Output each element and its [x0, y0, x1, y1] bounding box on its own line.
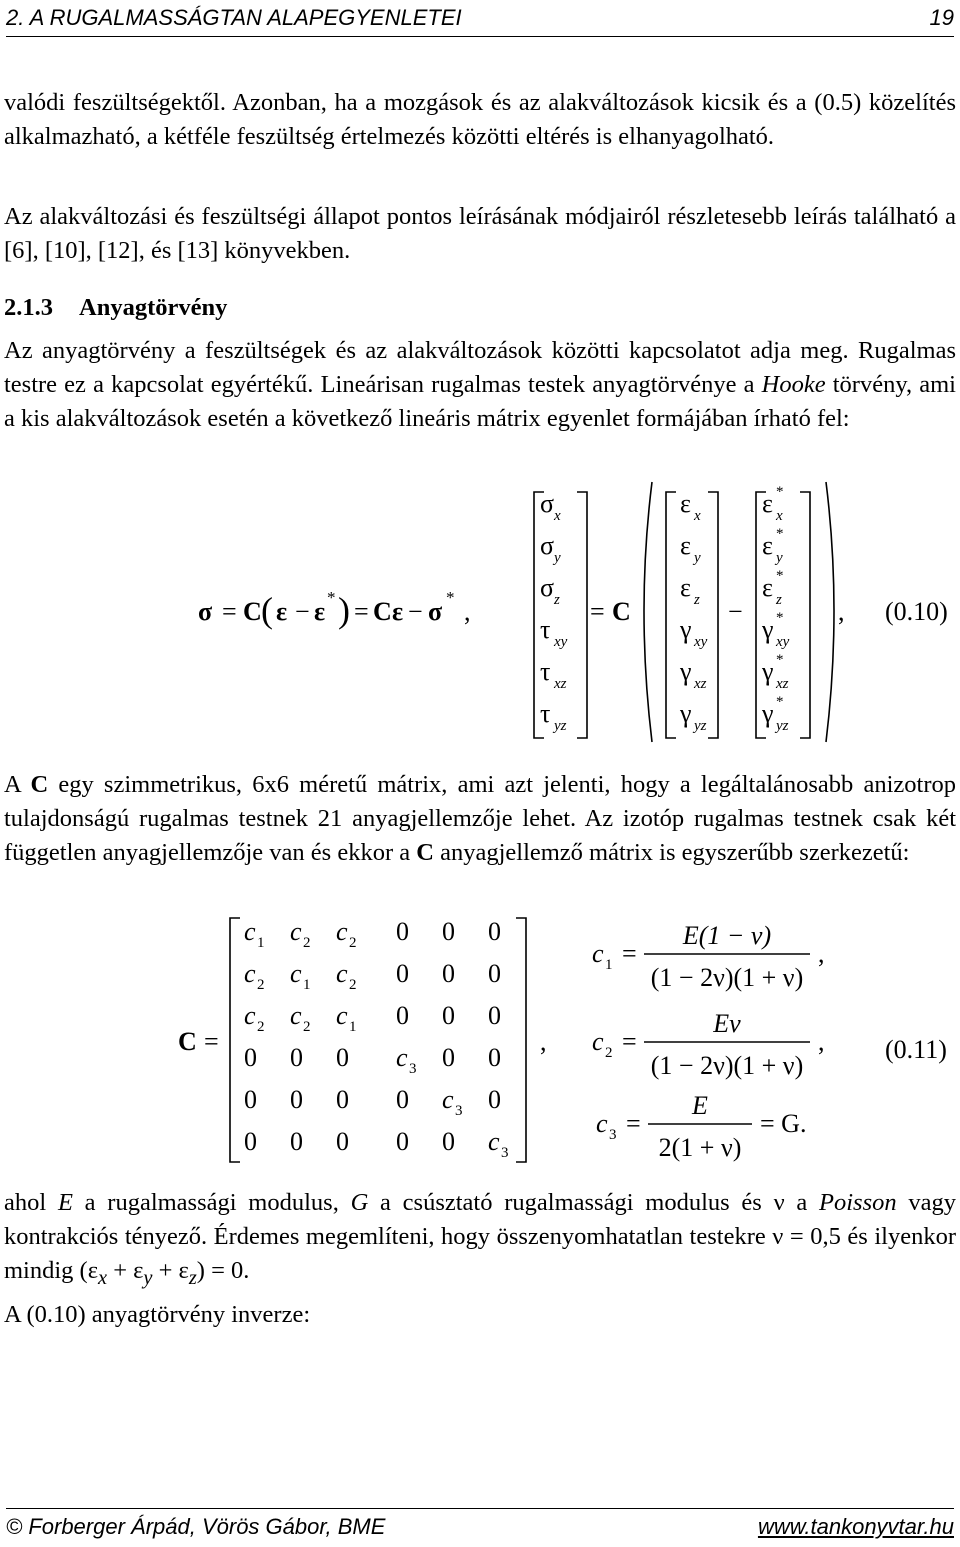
epsilon-star-vector [761, 484, 790, 734]
eq10-eq-3: = [590, 597, 605, 626]
eq10-minus-3: − [728, 597, 743, 626]
matrix-cell-sub-1-2: 2 [349, 977, 357, 993]
matrix-cell-sub-0-2: 2 [349, 935, 357, 951]
p5-E: E [57, 1189, 73, 1216]
epsvec-sym-4: γ [680, 657, 692, 686]
sigvec-sub-0: x [554, 508, 561, 524]
matrix-cell-5-0: 0 [244, 1127, 257, 1156]
matrix-cell-2-1: c [290, 1001, 302, 1030]
c-def-lhs-2: c [592, 1027, 604, 1056]
p5-b: a rugalmassági modulus, [72, 1189, 351, 1216]
matrix-cell-0-0: c [244, 917, 256, 946]
page-footer [6, 1508, 954, 1547]
epsstarvec-star-5: * [776, 694, 784, 710]
eq10-eps-3: ε [392, 597, 404, 626]
epsstarvec-sym-2: ε [762, 573, 773, 602]
c-def-num-1: E(1 − ν) [682, 921, 772, 950]
matrix-cell-sub-0-1: 2 [303, 935, 311, 951]
matrix-cell-sub-4-4: 3 [455, 1103, 463, 1119]
sigvec-sub-3: xy [554, 634, 568, 650]
p5-sub-z: z [188, 1266, 197, 1289]
matrix-cell-sub-3-3: 3 [409, 1061, 417, 1077]
matrix-cell-5-4: 0 [442, 1127, 455, 1156]
epsvec-sym-3: γ [680, 615, 692, 644]
p3-text-b: törvény, ami a kis alakváltozások esetén a következő lineáris mátrix egyenlet formájában írható fel: [4, 371, 956, 432]
p5-G: G [350, 1189, 369, 1216]
epsstarvec-sub-2: z [776, 592, 782, 608]
eq10-minus-1: − [295, 597, 310, 626]
eq10-star-1: * [327, 588, 336, 607]
epsstarvec-sub-0: x [776, 508, 783, 524]
epsvec-sub-0: x [694, 508, 701, 524]
epsstarvec-sub-1: y [776, 550, 783, 566]
eq10-eq-1: = [222, 597, 237, 626]
matrix-cell-4-3: 0 [396, 1085, 409, 1114]
c-def-eq-1: = [622, 939, 637, 968]
matrix-cell-1-2: c [336, 959, 348, 988]
eq11-number: (0.11) [885, 1035, 947, 1064]
matrix-cell-3-1: 0 [290, 1043, 303, 1072]
eq10-C-2: C [373, 597, 392, 626]
epsvec-sub-3: xy [694, 634, 708, 650]
eq10-eps-1: ε [276, 597, 288, 626]
p4-text-a: A [4, 771, 31, 798]
epsvec-sym-2: ε [680, 573, 691, 602]
matrix-cell-sub-1-1: 1 [303, 977, 311, 993]
eq10-comma-1: , [464, 597, 471, 626]
matrix-cell-5-1: 0 [290, 1127, 303, 1156]
epsstarvec-star-0: * [776, 484, 784, 500]
matrix-cell-2-2: c [336, 1001, 348, 1030]
matrix-C-ref-1: C [30, 771, 49, 798]
eq10-sigma-2: σ [428, 597, 443, 626]
epsstarvec-sym-4: γ [762, 657, 774, 686]
sigvec-sub-1: y [554, 550, 561, 566]
matrix-cell-0-2: c [336, 917, 348, 946]
eq10-rparen: ) [338, 590, 350, 630]
p5-e: + ε [107, 1257, 144, 1284]
p5-d: vagy kontrakciós tényező. Érdemes megemlíteni, hogy összenyomhatatlan testekre ν = 0,5 és ilyenkor mindig (ε [4, 1189, 957, 1284]
sigvec-sub-4: xz [554, 676, 567, 692]
equation-0-11 [0, 910, 960, 1175]
paragraph-2: Az alakváltozási és feszültségi állapot pontos leírásának módjairól részletesebb leírás található a [6], [10], [12], és [13] könyvekben. [4, 203, 956, 264]
matrix-cell-4-2: 0 [336, 1085, 349, 1114]
paragraph-4 [4, 768, 956, 870]
eq11-comma: , [540, 1027, 547, 1056]
stiffness-matrix [244, 917, 509, 1161]
epsilon-vector [679, 489, 708, 734]
paragraph-5 [4, 1186, 956, 1295]
p5-f: + ε [152, 1257, 189, 1284]
sigvec-sym-1: σ [540, 531, 555, 560]
sigvec-sym-4: τ [540, 657, 551, 686]
matrix-cell-2-5: 0 [488, 1001, 501, 1030]
matrix-cell-3-3: c [396, 1043, 408, 1072]
c-def-den-1: (1 − 2ν)(1 + ν) [650, 963, 804, 992]
chapter-title: 2. A RUGALMASSÁGTAN ALAPEGYENLETEI [6, 5, 462, 30]
eq11-C: C [178, 1027, 197, 1056]
c-def-tail-2: , [818, 1027, 825, 1056]
epsstarvec-sub-4: xz [776, 676, 789, 692]
paragraph-6: A (0.10) anyagtörvény inverze: [4, 1301, 311, 1328]
c-def-eq-2: = [622, 1027, 637, 1056]
p5-poisson: Poisson [819, 1189, 897, 1216]
eq10-minus-2: − [408, 597, 423, 626]
sigma-vector [540, 489, 568, 734]
hooke-name: Hooke [761, 371, 826, 398]
paragraph-3 [4, 334, 956, 436]
matrix-cell-2-4: 0 [442, 1001, 455, 1030]
matrix-cell-1-3: 0 [396, 959, 409, 988]
page-header [6, 0, 954, 37]
p3-text-a: Az anyagtörvény a feszültségek és az alakváltozások közötti kapcsolatot adja meg. Rugalmas testre ez a kapcsolat egyértékű. Lineárisan rugalmas testek anyagtörvénye a [4, 337, 956, 398]
matrix-cell-sub-2-2: 1 [349, 1019, 357, 1035]
c-definitions [592, 921, 825, 1162]
matrix-cell-3-4: 0 [442, 1043, 455, 1072]
eq10-comma-2: , [838, 597, 845, 626]
matrix-cell-0-5: 0 [488, 917, 501, 946]
p5-sub-x: x [98, 1266, 108, 1289]
p4-text-b: egy szimmetrikus, 6x6 méretű mátrix, ami azt jelenti, hogy a legáltalánosabb anizotrop tulajdonságú rugalmas testnek 21 anyagjellemzője lehet. Az izotóp rugalmas testnek csak két független anyagjellemzője van és ekkor a [4, 771, 956, 866]
matrix-cell-sub-2-1: 2 [303, 1019, 311, 1035]
matrix-cell-4-4: c [442, 1085, 454, 1114]
epsstarvec-sym-0: ε [762, 489, 773, 518]
c-def-tail-1: , [818, 939, 825, 968]
matrix-cell-1-4: 0 [442, 959, 455, 988]
matrix-cell-1-0: c [244, 959, 256, 988]
matrix-cell-3-0: 0 [244, 1043, 257, 1072]
epsstarvec-star-1: * [776, 526, 784, 542]
c-def-num-2: Eν [713, 1009, 741, 1038]
c-def-den-3: 2(1 + ν) [658, 1133, 742, 1162]
matrix-cell-sub-0-0: 1 [257, 935, 265, 951]
sigvec-sub-5: yz [554, 718, 567, 734]
matrix-cell-0-3: 0 [396, 917, 409, 946]
matrix-cell-1-5: 0 [488, 959, 501, 988]
matrix-cell-4-0: 0 [244, 1085, 257, 1114]
matrix-C-ref-2: C [416, 839, 434, 866]
eq10-star-2: * [446, 588, 455, 607]
matrix-cell-3-2: 0 [336, 1043, 349, 1072]
c-def-sub-1: 1 [605, 957, 613, 973]
matrix-cell-4-5: 0 [488, 1085, 501, 1114]
matrix-cell-sub-1-0: 2 [257, 977, 265, 993]
epsvec-sub-5: yz [694, 718, 707, 734]
c-def-num-3: E [692, 1091, 708, 1120]
copyright: © Forberger Árpád, Vörös Gábor, BME [6, 1514, 386, 1539]
equation-0-10 [0, 470, 960, 750]
matrix-cell-sub-5-5: 3 [501, 1145, 509, 1161]
matrix-cell-0-1: c [290, 917, 302, 946]
paragraph-1: valódi feszültségektől. Azonban, ha a mozgások és az alakváltozások kicsik és a (0.5) közelítés alkalmazható, a kétféle feszültség értelmezés közötti eltérés is elhanyagolható. [4, 89, 956, 150]
c-def-lhs-1: c [592, 939, 604, 968]
epsvec-sym-1: ε [680, 531, 691, 560]
p5-g: ) = 0. [196, 1257, 250, 1284]
sigvec-sym-2: σ [540, 573, 555, 602]
p5-c: a csúsztató rugalmassági modulus és ν a [368, 1189, 820, 1216]
eq10-eq-2: = [354, 597, 369, 626]
sigvec-sub-2: z [554, 592, 560, 608]
matrix-cell-5-2: 0 [336, 1127, 349, 1156]
c-def-tail-3: = G. [760, 1109, 807, 1138]
epsvec-sub-1: y [694, 550, 701, 566]
epsstarvec-star-2: * [776, 568, 784, 584]
epsstarvec-star-4: * [776, 652, 784, 668]
sigvec-sym-5: τ [540, 699, 551, 728]
eq11-eq: = [204, 1027, 219, 1056]
matrix-cell-3-5: 0 [488, 1043, 501, 1072]
eq10-C-3: C [612, 597, 631, 626]
epsstarvec-sym-5: γ [762, 699, 774, 728]
p4-text-c: anyagjellemző mátrix is egyszerűbb szerkezetű: [433, 839, 910, 866]
sigvec-sym-3: τ [540, 615, 551, 644]
matrix-cell-0-4: 0 [442, 917, 455, 946]
section-title: Anyagtörvény [79, 294, 228, 321]
epsvec-sub-4: xz [694, 676, 707, 692]
p5-a: ahol [4, 1189, 58, 1216]
c-def-eq-3: = [626, 1109, 641, 1138]
epsstarvec-sym-1: ε [762, 531, 773, 560]
epsstarvec-sub-5: yz [776, 718, 789, 734]
epsvec-sym-5: γ [680, 699, 692, 728]
epsstarvec-sym-3: γ [762, 615, 774, 644]
section-heading [4, 294, 227, 322]
matrix-cell-5-5: c [488, 1127, 500, 1156]
matrix-cell-2-0: c [244, 1001, 256, 1030]
epsstarvec-star-3: * [776, 610, 784, 626]
c-def-lhs-3: c [596, 1109, 608, 1138]
sigvec-sym-0: σ [540, 489, 555, 518]
p5-sub-y: y [143, 1266, 153, 1289]
matrix-cell-4-1: 0 [290, 1085, 303, 1114]
eq10-number: (0.10) [885, 597, 948, 626]
epsvec-sub-2: z [694, 592, 700, 608]
eq10-lparen: ( [261, 590, 273, 630]
matrix-cell-1-1: c [290, 959, 302, 988]
website-link[interactable]: www.tankonyvtar.hu [757, 1514, 954, 1539]
c-def-den-2: (1 − 2ν)(1 + ν) [650, 1051, 804, 1080]
matrix-cell-sub-2-0: 2 [257, 1019, 265, 1035]
eq10-eps-2: ε [314, 597, 326, 626]
epsstarvec-sub-3: xy [776, 634, 790, 650]
eq10-C-1: C [243, 597, 262, 626]
matrix-cell-2-3: 0 [396, 1001, 409, 1030]
eq10-sigma: σ [198, 597, 213, 626]
c-def-sub-3: 3 [609, 1127, 617, 1143]
c-def-sub-2: 2 [605, 1045, 613, 1061]
section-number: 2.1.3 [4, 294, 53, 321]
epsvec-sym-0: ε [680, 489, 691, 518]
matrix-cell-5-3: 0 [396, 1127, 409, 1156]
page-number: 19 [929, 5, 954, 30]
